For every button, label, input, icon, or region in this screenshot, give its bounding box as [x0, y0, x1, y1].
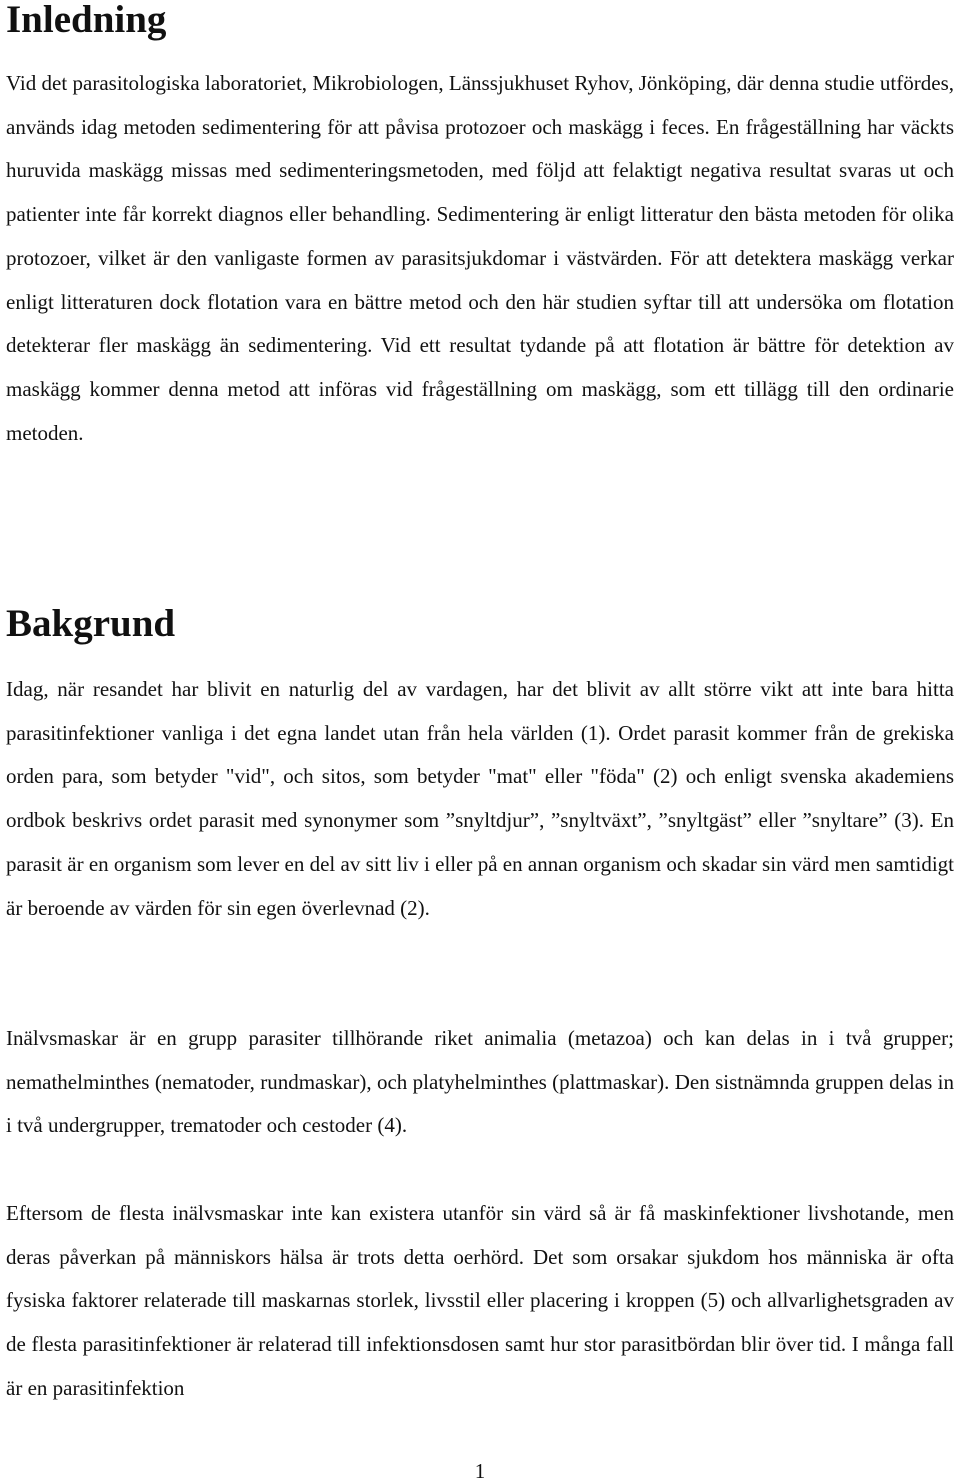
background-paragraph-3: Eftersom de flesta inälvsmaskar inte kan existera utanför sin värd så är få maskinfektioner livshotande, men deras påverkan på människors hälsa är trots detta oerhörd. Det som orsakar sjukdom hos människa är ofta fysiska faktorer relaterade till maskarnas storlek, livsstil eller placering i kroppen (5) och allvarlighetsgraden av de flesta parasitinfektioner är relaterad till infektionsdosen samt hur stor parasitbördan blir över tid. I många fall är en parasitinfektion [6, 1201, 954, 1400]
background-paragraph-1: Idag, när resandet har blivit en naturlig del av vardagen, har det blivit av allt större vikt att inte bara hitta parasitinfektioner vanliga i det egna landet utan från hela världen (1). Ordet parasit kommer från de grekiska orden para, som betyder "vid", och sitos, som betyder "mat" eller "föda" (2) och enligt svenska akademiens ordbok beskrivs ordet parasit med synonymer som ”snyltdjur”, ”snyltväxt”, ”snyltgäst” eller ”snyltare” (3). En parasit är en organism som lever en del av sitt liv i eller på en annan organism och skadar sin värd men samtidigt är beroende av värden för sin egen överlevnad (2). [6, 677, 954, 920]
background-paragraph-2: Inälvsmaskar är en grupp parasiter tillhörande riket animalia (metazoa) och kan delas in i två grupper; nemathelminthes (nematoder, rundmaskar), och platyhelminthes (plattmaskar). Den sistnämnda gruppen delas in i två undergrupper, trematoder och cestoder (4). [6, 1026, 954, 1138]
heading-bakgrund: Bakgrund [6, 602, 176, 645]
intro-paragraph: Vid det parasitologiska laboratoriet, Mikrobiologen, Länssjukhuset Ryhov, Jönköping, där denna studie utfördes, används idag metoden sedimentering för att påvisa protozoer och maskägg i feces. En frågeställning har väckts huruvida maskägg missas med sedimenteringsmetoden, med följd att felaktigt negativa resultat svaras ut och patienter inte får korrekt diagnos eller behandling. Sedimentering är enligt litteratur den bästa metoden för olika protozoer, vilket är den vanligaste formen av parasitsjukdomar i västvärden. För att detektera maskägg verkar enligt litteraturen dock flotation vara en bättre metod och den här studien syftar till att undersöka om flotation detekterar fler maskägg än sedimentering. Vid ett resultat tydande på att flotation är bättre för detektion av maskägg kommer denna metod att införas vid frågeställning om maskägg, som ett tillägg till den ordinarie metoden. [6, 71, 954, 445]
page-number: 1 [474, 1459, 486, 1483]
heading-inledning: Inledning [6, 0, 167, 41]
